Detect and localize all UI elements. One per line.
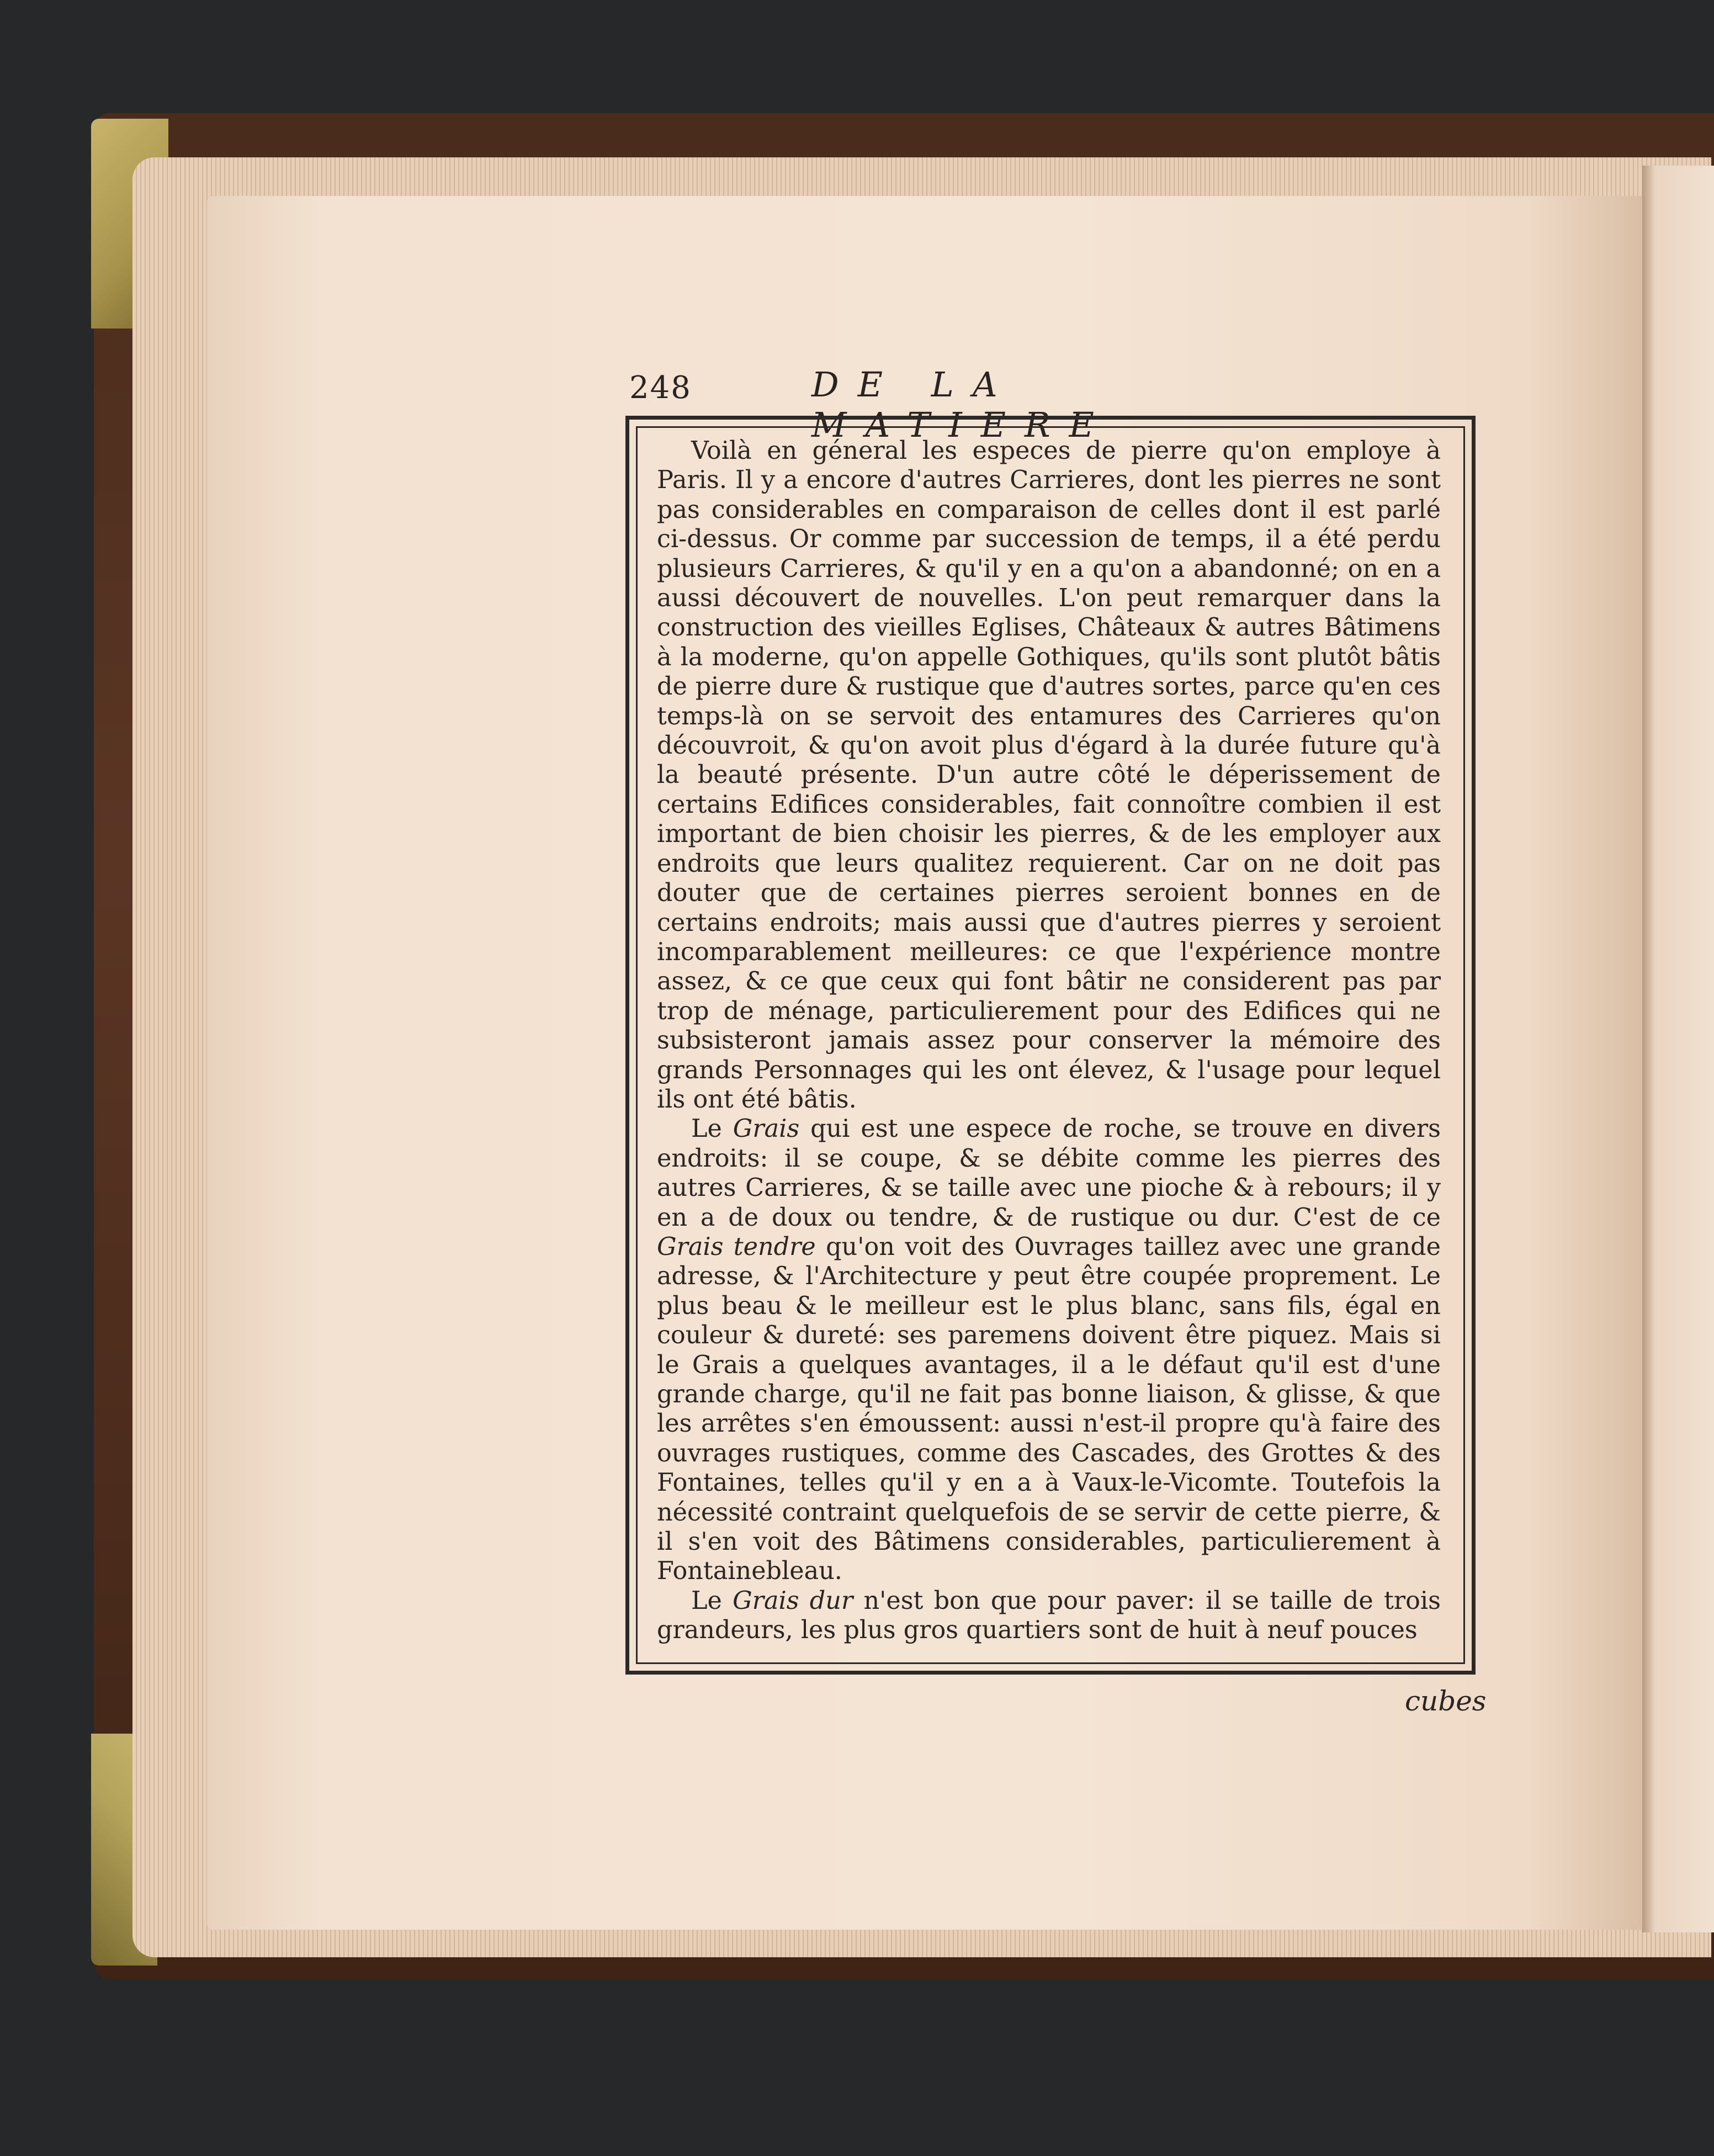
running-title: DE LA MATIERE	[811, 364, 1113, 445]
paragraph-3: Le Grais dur n'est bon que pour paver: il se taille de trois grandeurs, les plus gros quartiers sont de huit à neuf pouces	[657, 1586, 1441, 1645]
term-grais-dur: Grais dur	[733, 1586, 853, 1615]
page-number: 248	[629, 370, 692, 406]
term-grais: Grais	[733, 1115, 800, 1143]
paragraph-2: Le Grais qui est une espece de roche, se trouve en divers endroits: il se coupe, & se débite comme les pierres des autres Carrieres, & se taille avec une pioche & à rebours; il y en a de doux ou tendre, & de rustique ou dur. C'est de ce Grais tendre qu'on voit des Ouvrages taillez avec une grande adresse, & l'Architecture y peut être coupée proprement. Le plus beau & le meilleur est le plus blanc, sans fils, égal en couleur & dureté: ses paremens doivent être piquez. Mais si le Grais a quelques avantages, il a le défaut qu'il est d'une grande charge, qu'il ne fait pas bonne liaison, & glisse, & que les arrêtes s'en émoussent: aussi n'est-il propre qu'à faire des ouvrages rustiques, comme des Cascades, des Grottes & des Fontaines, telles qu'il y en a à Vaux-le-Vicomte. Toutefois la nécessité contraint quelquefois de se servir de cette pierre, & il s'en voit des Bâtimens considerables, particulierement à Fontainebleau.	[657, 1115, 1441, 1586]
term-grais-tendre: Grais tendre	[657, 1232, 816, 1261]
paragraph-1: Voilà en géneral les especes de pierre qu'on employe à Paris. Il y a encore d'autres Carrieres, dont les pierres ne sont pas considerables en comparaison de celles dont il est parlé ci-dessus. Or comme par succession de temps, il a été perdu plusieurs Carrieres, & qu'il y en a qu'on a abandonné; on en a aussi découvert de nouvelles. L'on peut remarquer dans la construction des vieilles Eglises, Châteaux & autres Bâtimens à la moderne, qu'on appelle Gothiques, qu'ils sont plutôt bâtis de pierre dure & rustique que d'autres sortes, parce qu'en ces temps-là on se servoit des entamures des Carrieres qu'on découvroit, & qu'on avoit plus d'égard à la durée future qu'à la beauté présente. D'un autre côté le déperissement de certains Edifices considerables, fait connoître combien il est important de bien choisir les pierres, & de les employer aux endroits que leurs qualitez requierent. Car on ne doit pas douter que de certaines pierres seroient bonnes en de certains endroits; mais aussi que d'autres pierres y seroient incomparablement meilleures: ce que l'expérience montre assez, & ce que ceux qui font bâtir ne considerent pas par trop de ménage, particulierement pour des Edifices qui ne subsisteront jamais assez pour conserver la mémoire des grands Personnages qui les ont élevez, & l'usage pour lequel ils ont été bâtis.	[657, 437, 1441, 1114]
page-header	[624, 360, 1314, 445]
catchword: cubes	[1405, 1685, 1487, 1717]
text-body	[657, 436, 1441, 1645]
right-page-edge	[1642, 166, 1714, 1932]
